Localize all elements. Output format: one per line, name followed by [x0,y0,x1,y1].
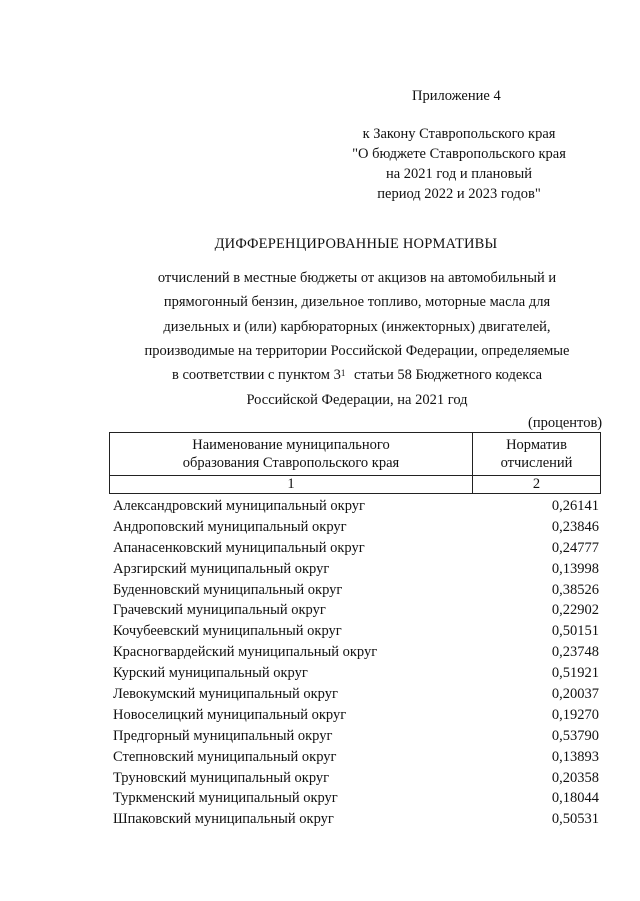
superscript-mark: 1 [340,368,346,379]
table-row [113,705,601,726]
table-row [113,496,601,517]
municipality-name: Степновский муниципальный округ [113,748,337,765]
header-line: Норматив [506,437,567,453]
subtitle-line: отчислений в местные бюджеты от акцизов на автомобильный и [157,270,557,286]
table-row [113,600,601,621]
norm-value: 0,53790 [551,727,599,744]
norm-value: 0,13893 [551,748,599,765]
document-subtitle [110,266,604,413]
appendix-reference [330,124,588,204]
table-row [113,538,601,559]
municipality-name: Александровский муниципальный округ [113,498,365,514]
column-header-norm [473,433,601,476]
municipality-name: Шпаковский муниципальный округ [113,811,334,828]
norm-value: 0,38526 [551,581,599,598]
header-line: отчислений [500,455,573,471]
municipality-name: Кочубеевский муниципальный округ [113,623,342,640]
municipality-name: Предгорный муниципальный округ [113,727,333,744]
table-row [113,559,601,580]
municipality-name: Буденновский муниципальный округ [113,581,343,598]
municipality-name: Апанасенковский муниципальный округ [113,539,365,556]
norm-value: 0,22902 [551,602,599,619]
column-header-name [110,433,473,476]
table-row [113,726,601,747]
table-body [113,496,601,830]
municipality-name: Грачевский муниципальный округ [113,602,326,619]
norm-value: 0,20358 [551,769,599,786]
units-label: (процентов) [528,415,603,431]
subtitle-line: прямогонный бензин, дизельное топливо, моторные масла для [163,294,551,311]
subtitle-line: производимые на территории Российской Федерации, определяемые [144,342,570,359]
table-row [113,642,601,663]
table-row [113,684,601,705]
table-row [113,663,601,684]
appendix-ref-line: "О бюджете Ставропольского края [352,146,566,162]
norm-value: 0,18044 [551,790,599,807]
subtitle-text: статьи 58 Бюджетного кодекса [353,367,543,384]
appendix-ref-line: к Закону Ставропольского края [362,126,556,142]
table-row [113,621,601,642]
table-row [113,788,601,809]
document-title: ДИФФЕРЕНЦИРОВАННЫЕ НОРМАТИВЫ [214,236,498,252]
appendix-ref-line: на 2021 год и плановый [385,166,533,182]
norm-value: 0,51921 [551,665,599,682]
norm-value: 0,23748 [551,644,599,661]
subtitle-line: Российской Федерации, на 2021 год [246,392,468,409]
table-row [113,768,601,789]
norm-value: 0,23846 [551,518,599,535]
municipality-name: Труновский муниципальный округ [113,769,330,786]
norm-value: 0,19270 [551,706,599,723]
subtitle-text: в соответствии с пунктом 3 [171,367,341,384]
norm-value: 0,20037 [551,686,599,703]
norm-value: 0,24777 [551,539,599,556]
municipality-name: Андроповский муниципальный округ [113,518,347,535]
municipality-name: Новоселицкий муниципальный округ [113,706,347,723]
municipality-name: Арзгирский муниципальный округ [113,560,330,577]
appendix-number: Приложение 4 [412,88,501,104]
norm-value: 0,50531 [551,811,599,828]
norm-value: 0,13998 [551,560,599,577]
column-index-1: 1 [110,476,473,494]
column-index-2: 2 [473,476,601,494]
header-line: образования Ставропольского края [182,455,400,471]
table-row [113,747,601,768]
table-row [113,580,601,601]
municipality-name: Курский муниципальный округ [113,665,308,682]
municipality-name: Левокумский муниципальный округ [113,686,338,703]
appendix-ref-line: период 2022 и 2023 годов" [377,186,541,202]
header-line: Наименование муниципального [192,437,390,453]
norm-value: 0,26141 [551,498,599,514]
municipality-name: Туркменский муниципальный округ [113,790,338,807]
table-row [113,809,601,830]
norm-value: 0,50151 [551,623,599,640]
municipality-name: Красногвардейский муниципальный округ [113,644,378,661]
table-row [113,517,601,538]
table-header [109,432,601,494]
subtitle-line: дизельных и (или) карбюраторных (инжекторных) двигателей, [163,318,551,335]
subtitle-line [110,363,604,388]
